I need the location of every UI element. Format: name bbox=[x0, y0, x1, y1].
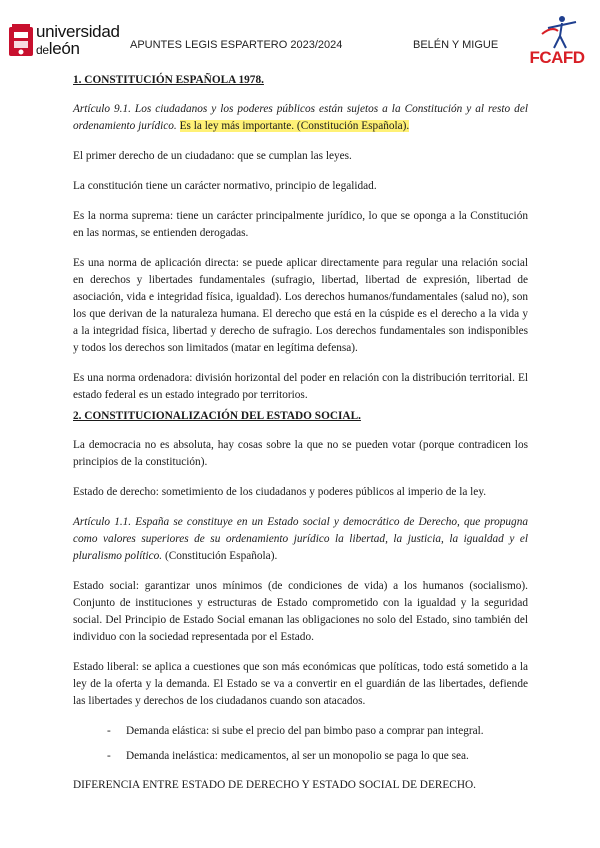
university-city bbox=[36, 39, 80, 59]
list-item-text: Demanda inelástica: medicamentos, al ser un monopolio se paga lo que sea. bbox=[126, 750, 469, 762]
dash-bullet: - bbox=[107, 750, 111, 762]
document-authors: BELÉN Y MIGUE bbox=[413, 39, 499, 51]
paragraph: Es una norma de aplicación directa: se puede aplicar directamente para regular una relación social en derechos y libertades fundamentales (sufragio, libertad, libertad de expresión, libertad de asociación, vida e integridad física, igualdad). Los derechos humanos/fundamentales (salud no), son los que derivan de la naturaleza humana. El derecho que está en la cúspide es el derecho a la vida y a la integridad física, libertad y derecho de sufragio. Los derechos fundamentales son indisponibles y todos los derechos son limitados (matar en legítima defensa). bbox=[73, 257, 528, 354]
document-title: APUNTES LEGIS ESPARTERO 2023/2024 bbox=[130, 39, 343, 51]
article-1-1-source: (Constitución Española). bbox=[164, 550, 278, 562]
paragraph: Estado social: garantizar unos mínimos (de condiciones de vida) a los humanos (socialismo). Conjunto de instituciones y estructuras de Estado comprometido con la igualdad y la seguridad social. Del Principio de Estado Social emanan las obligaciones no solo del Estado, sino también del individuo con la sociedad representada por el Estado. bbox=[73, 580, 528, 643]
final-heading: DIFERENCIA ENTRE ESTADO DE DERECHO Y ESTADO SOCIAL DE DERECHO. bbox=[73, 779, 476, 791]
demand-list bbox=[73, 723, 528, 765]
list-item-text: Demanda elástica: si sube el precio del pan bimbo paso a comprar pan integral. bbox=[126, 725, 484, 737]
list-item bbox=[73, 748, 528, 765]
university-logo bbox=[8, 24, 120, 60]
athlete-figure-icon bbox=[528, 14, 586, 50]
fcafd-text: FCAFD bbox=[529, 48, 585, 67]
paragraph: Es la norma suprema: tiene un carácter principalmente jurídico, lo que se oponga a la Constitución en las normas, se entienden derogadas. bbox=[73, 210, 528, 239]
paragraph: Estado de derecho: sometimiento de los ciudadanos y poderes públicos al imperio de la ley. bbox=[73, 486, 487, 498]
university-city-prefix: de bbox=[36, 43, 49, 57]
article-9-1-paragraph bbox=[73, 101, 528, 135]
university-city-name: león bbox=[48, 39, 80, 58]
university-name: universidad bbox=[36, 22, 120, 41]
fcafd-logo bbox=[528, 14, 586, 68]
article-9-1-quote: Artículo 9.1. Los ciudadanos y los poderes públicos están sujetos a la Constitución y al resto del ordenamiento jurídico. bbox=[73, 103, 528, 132]
paragraph: El primer derecho de un ciudadano: que se cumplan las leyes. bbox=[73, 150, 352, 162]
page-header bbox=[0, 0, 600, 78]
university-crest-icon bbox=[8, 24, 34, 58]
document-body bbox=[73, 68, 528, 807]
paragraph: La constitución tiene un carácter normativo, principio de legalidad. bbox=[73, 180, 377, 192]
section-2-heading: 2. CONSTITUCIONALIZACIÓN DEL ESTADO SOCIAL. bbox=[73, 410, 361, 422]
section-1-heading: 1. CONSTITUCIÓN ESPAÑOLA 1978. bbox=[73, 74, 264, 86]
paragraph: La democracia no es absoluta, hay cosas sobre la que no se pueden votar (porque contradicen los principios de la constitución). bbox=[73, 439, 528, 468]
article-1-1-paragraph bbox=[73, 514, 528, 565]
paragraph: Es una norma ordenadora: división horizontal del poder en relación con la distribución territorial. El estado federal es un estado integrado por territorios. bbox=[73, 372, 528, 401]
paragraph: Estado liberal: se aplica a cuestiones que son más económicas que políticas, todo está sometido a la ley de la oferta y la demanda. El Estado se va a convertir en el guardián de las libertades, defiende las libertades y derechos de los ciudadanos cuando son atacados. bbox=[73, 661, 528, 707]
dash-bullet: - bbox=[107, 725, 111, 737]
article-1-1-quote: Artículo 1.1. España se constituye en un Estado social y democrático de Derecho, que propugna como valores superiores de su ordenamiento jurídico la libertad, la justicia, la igualdad y el pluralismo político. bbox=[73, 516, 528, 562]
highlighted-note: Es la ley más importante. (Constitución Española). bbox=[179, 120, 410, 132]
list-item bbox=[73, 723, 528, 740]
